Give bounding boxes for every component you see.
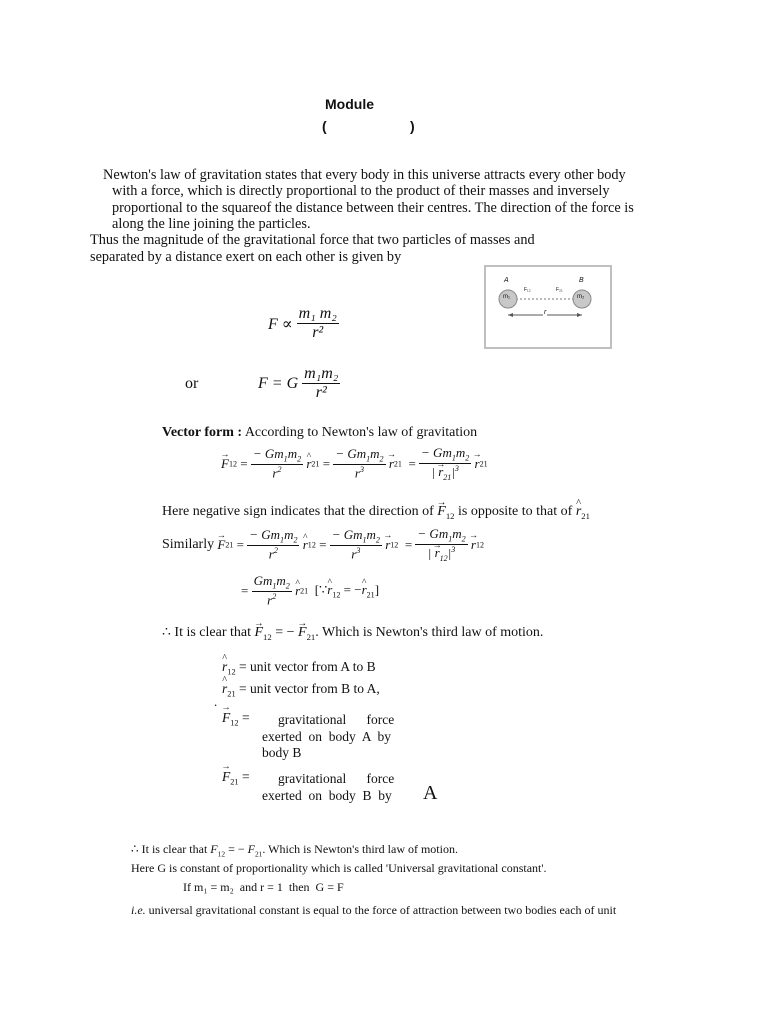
- third-law-prefix: ∴ It is clear that: [162, 625, 251, 640]
- distance-arrow-left-icon: [508, 313, 513, 317]
- intro-line-6: separated by a distance exert on each other is given by: [90, 249, 402, 265]
- def-f12-line-1: gravitational force: [278, 712, 395, 727]
- negative-sign-text: Here negative sign indicates that the direction of: [162, 504, 434, 519]
- def-r12-text: = unit vector from A to B: [239, 659, 376, 674]
- gravitation-denominator: r²: [315, 384, 327, 402]
- force-12-label: F₁₂: [524, 287, 531, 293]
- f12-vector-equation: → F12 = $\frac{- Gm_1m_2}{r^2}$ ^ r21 = $\frac{- Gm_1m_2}{r^3}$ → r21 = $\frac{- Gm_1m_2}{| \to r_{21}|^3}$ → r21: [221, 446, 488, 482]
- third-law-statement: ∴ It is clear that → $F_{12}$ = − → $F_{21}$. Which is Newton's third law of motion.: [162, 624, 543, 642]
- ie-label: i.e.: [131, 903, 146, 917]
- vector-form-heading: Vector form :: [162, 425, 243, 440]
- title-paren-open: (: [322, 118, 327, 134]
- def-r12: ^ $r_{12}$ = unit vector from A to B: [222, 659, 376, 677]
- label-b: B: [579, 277, 584, 284]
- two-mass-diagram: [484, 265, 612, 349]
- stray-dot: .: [214, 694, 218, 709]
- intro-line-2: with a force, which is directly proportional to the product of their masses and inversely: [112, 183, 610, 199]
- negative-sign-text-2: is opposite to that of: [457, 504, 573, 519]
- def-f21-big-a: A: [423, 782, 438, 804]
- mass-1-label: m₁: [503, 294, 511, 300]
- proportional-denominator: r²: [312, 324, 324, 342]
- def-f21: → $F_{21}$ =: [222, 769, 250, 787]
- proportional-numerator: m₁ m₂: [297, 305, 339, 324]
- f21-vector-equation: Similarly → F21 = $\frac{- Gm_1m_2}{r^2}$ ^ r12 = $\frac{- Gm_1m_2}{r^3}$ → r12 = $\frac{- Gm_1m_2}{| \to r_{12}|^3}$ → r12: [162, 527, 484, 563]
- intro-line-4: along the line joining the particles.: [112, 216, 311, 232]
- label-a: A: [504, 277, 509, 284]
- intro-line-5: Thus the magnitude of the gravitational force that two particles of masses and: [90, 232, 535, 248]
- third-law-suffix: . Which is Newton's third law of motion.: [315, 625, 544, 640]
- ie-text: universal gravitational constant is equal to the force of attraction between two bodies each of unit: [148, 903, 617, 917]
- def-f21-line-1: gravitational force: [278, 771, 395, 786]
- proportional-lhs: F ∝: [268, 315, 293, 333]
- force-21-label: F₂₁: [556, 287, 563, 293]
- similarly-label: Similarly: [162, 537, 215, 553]
- or-label: or: [185, 375, 199, 392]
- def-f21-line-2: exerted on body B by: [262, 788, 392, 803]
- if-condition-line: If m₁ = m₂ and r = 1 then G = F: [183, 880, 344, 894]
- g-constant-line: Here G is constant of proportionality which is called 'Universal gravitational constant'.: [131, 861, 547, 875]
- ie-line: [131, 903, 616, 918]
- intro-line-1: Newton's law of gravitation states that every body in this universe attracts every other body: [103, 167, 626, 183]
- mass-2-label: m₂: [577, 294, 585, 300]
- third-law-2-prefix: ∴ It is clear that: [131, 842, 208, 856]
- def-r21-text: = unit vector from B to A,: [239, 681, 380, 696]
- gravitation-numerator: m₁m₂: [302, 365, 340, 384]
- f21-simplified-equation: = $\frac{Gm_1m_2}{r^2}$ ^ r21 [∵^ $r_{12}$ = −^ $r_{21}$]: [241, 574, 379, 608]
- proportional-fraction: [297, 305, 339, 343]
- distance-arrow-right-icon: [577, 313, 582, 317]
- vector-form-line: [162, 425, 477, 441]
- third-law-statement-2: ∴ It is clear that $F_{12}$ = − $F_{21}$. Which is Newton's third law of motion.: [131, 842, 458, 859]
- gravitation-fraction: [302, 365, 340, 403]
- proportional-formula: [268, 305, 339, 343]
- def-r21: ^ $r_{21}$ = unit vector from B to A,: [222, 681, 380, 699]
- distance-label: r: [544, 309, 547, 316]
- gravitation-lhs: F = G: [258, 374, 299, 392]
- gravitation-formula: [258, 365, 340, 403]
- vector-form-text: According to Newton's law of gravitation: [244, 425, 478, 440]
- title-paren-close: ): [410, 118, 415, 134]
- intro-line-3: proportional to the squareof the distance between their centres. The direction of the force is: [112, 200, 634, 216]
- def-f12-line-3: body B: [262, 745, 302, 760]
- negative-sign-note: Here negative sign indicates that the direction of → $F_{12}$ is opposite to that of ^ $r_{21}$: [162, 504, 590, 521]
- def-f12-line-2: exerted on body A by: [262, 729, 391, 744]
- def-f12: → $F_{12}$ =: [222, 710, 250, 728]
- module-title: Module: [325, 96, 374, 112]
- third-law-2-suffix: . Which is Newton's third law of motion.: [262, 842, 458, 856]
